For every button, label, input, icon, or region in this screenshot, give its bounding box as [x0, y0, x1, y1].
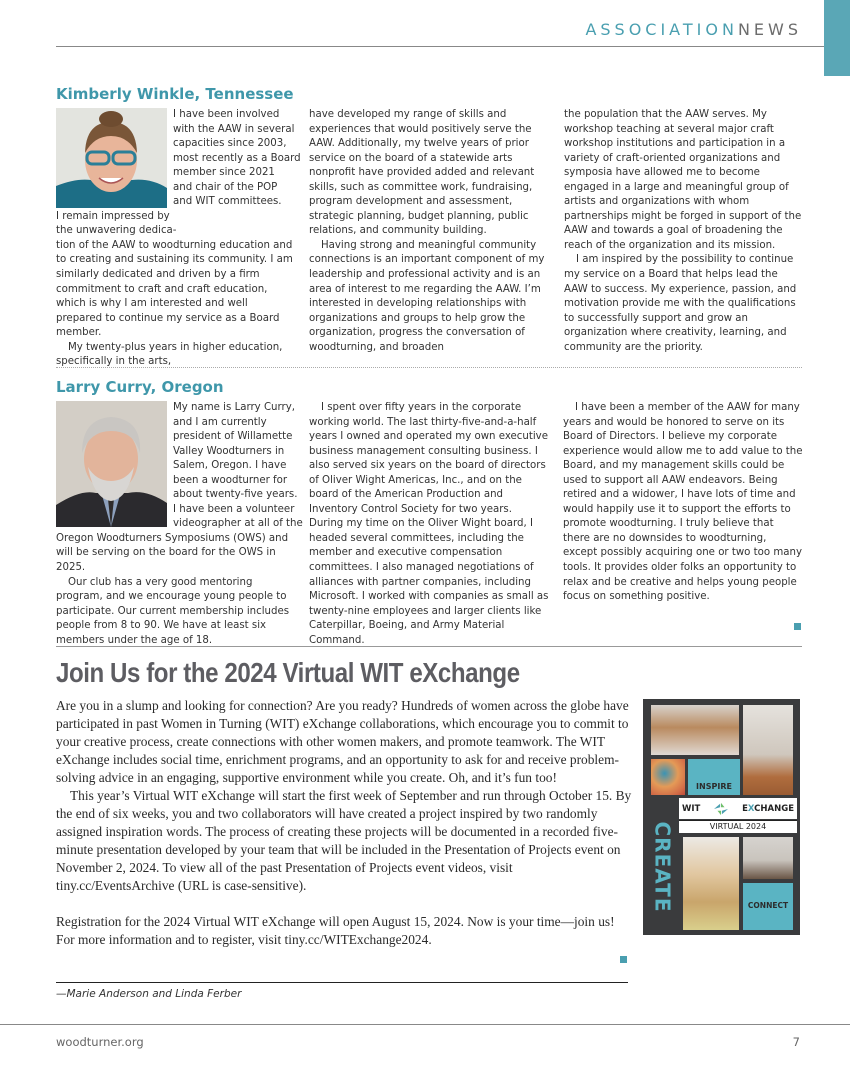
text-line: I remain impressed by [56, 210, 170, 222]
portrait-man-icon [56, 401, 167, 527]
poster-photo-colorful [651, 759, 685, 795]
end-of-article-mark [620, 956, 627, 963]
paragraph: tion of the AAW to woodturning education and to creating and sustaining its community. I am similarly dedicated and driven by a firm commitment to craft and craft education, which is why I am interested and well prepared to continue my service as a Board member. [56, 239, 293, 339]
header-divider [56, 46, 824, 47]
text-line: I have been a volunteer [173, 503, 295, 515]
kimberly-winkle-photo [56, 108, 167, 208]
paragraph: Having strong and meaningful community connections is an important component of my leadership and professional activity and is an area of interest to me regarding the AAW. I’m interested in developing relationships with organizations and groups to help grow the organization, progress the conversation of woodturning, and broaden [309, 239, 545, 353]
poster-photo-flower [743, 837, 793, 879]
text-line: videographer at all of the [173, 518, 303, 530]
larry-curry-photo [56, 401, 167, 527]
paragraph: have developed my range of skills and experiences that would positively serve the AAW. Additionally, my twelve years of prior service on the board of a statewide arts nonprofit have provided added and relevant skills, such as committee work, fundraising, program development and assessment, strategic planning, budget planning, public relations, and community building. [309, 109, 535, 237]
paragraph: I have been a member of the AAW for many years and would be honored to serve on its Board of Directors. I believe my corporate experience would allow me to add value to the Board, and my management skills could be used to support all AAW endeavors. Being retired and a widower, I have lots of time and would happily use it to support the efforts to promote woodturning. I truly believe that there are no downsides to woodturning, except possibly acquiring one or two too many tools. It provides older folks an opportunity to relax and be creative and helps young people focus on something positive. [563, 402, 803, 603]
byline-divider [56, 982, 628, 983]
end-of-section-mark [794, 623, 801, 630]
candidate-name-larry-curry: Larry Curry, Oregon [56, 378, 224, 396]
poster-photo-sculpture [743, 705, 793, 795]
candidate-2-column-2 [309, 401, 549, 648]
poster-create-vertical [649, 803, 675, 931]
candidate-1-column-2 [309, 108, 549, 355]
section-header-association: ASSOCIATION [585, 20, 738, 39]
text-line: been a woodturner for [173, 474, 288, 486]
text-line: most recently as a Board [173, 152, 301, 164]
text-line: the unwavering dedica- [56, 225, 177, 237]
paragraph: Our club has a very good mentoring program, and we encourage young people to participate. Our current membership includes people from 8 to 90. We have at least six members under the age of 18. [56, 576, 290, 646]
text-line: capacities since 2003, [173, 138, 287, 150]
candidate-2-column-3 [563, 401, 803, 605]
logo-letter: E [742, 803, 748, 814]
candidate-1-column-1 [56, 108, 301, 370]
paragraph: Registration for the 2024 Virtual WIT eXchange will open August 15, 2024. Now is your time—join us! For more information and to register, visit tiny.cc/WITExchange2024. [56, 914, 615, 947]
portrait-woman-icon [56, 108, 167, 208]
poster-connect-label: CONNECT [747, 901, 789, 910]
text-line: with the AAW in several [173, 123, 295, 135]
poster-create-label: CREATE [650, 821, 675, 913]
poster-logo-wit: WIT [682, 803, 701, 814]
text-line: member since 2021 [173, 167, 275, 179]
footer-divider [0, 1024, 850, 1025]
paragraph: Are you in a slump and looking for connection? Are you ready? Hundreds of women across the globe have participated in past Women in Turning (WIT) eXchange collaborations, which encourage you to commit to your creative process, create connections with other women makers, and promote teamwork. The WIT eXchange includes social time, enrichment programs, and an opportunity to ask for and receive problem-solving advice in an engaging, supportive environment while you create. Oh, and it’s fun too! [56, 698, 629, 785]
poster-photo-balls [683, 837, 739, 930]
paragraph: This year’s Virtual WIT eXchange will start the first week of September and run through October 15. By the end of six weeks, you and two collaborators will have created a project inspired by two randomly assigned inspiration words. The process of creating these projects will be documented in a recorded five-minute presentation developed by your team that will be included in the Presentation of Projects event on November 2, 2024. To view all of the past Presentation of Projects event videos, visit tiny.cc/EventsArchive (URL is case-sensitive). [56, 788, 632, 893]
section-header-news: NEWS [737, 20, 802, 39]
text-line: about twenty-five years. [173, 489, 298, 501]
poster-logo [679, 798, 797, 819]
text-line: I have been involved [173, 109, 280, 120]
article-byline: —Marie Anderson and Linda Ferber [56, 988, 242, 1000]
text-line: and WIT committees. [173, 196, 282, 208]
text-line: president of Willamette [173, 431, 293, 443]
paragraph: the population that the AAW serves. My workshop teaching at several major craft workshop institutions and participation in a variety of craft-oriented organizations and symposia have allowed me to become engaged in a large and meaningful group of artists and organizations with whom partnerships might be forged in support of the AAW and towards a goal of broadening the reach of the organization and its mission. [564, 109, 802, 251]
paragraph: Oregon Woodturners Symposiums (OWS) and will be serving on the board for the OWS in 2025. [56, 532, 289, 574]
wit-exchange-poster [643, 699, 800, 935]
poster-inspire-label: INSPIRE [696, 782, 732, 791]
paragraph: I spent over fifty years in the corporate working world. The last thirty-five-and-a-half years I owned and operated my own executive business management consulting business. I also served six years on the board of directors of Oliver Wight Americas, Inc., and on the board of the American Production and Inventory Control Society for two years. During my time on the Oliver Wight board, I headed several committees, including the member and executive compensation committees. I also managed negotiations of alliances with partner companies, including Microsoft. I worked with companies as small as twenty-nine employees and larger clients like Caterpillar, Boeing, and Army Material Command. [309, 402, 549, 646]
article-body [56, 697, 634, 949]
exchange-logo-icon [712, 802, 730, 816]
poster-photo-bowl [651, 705, 739, 755]
logo-letters: CHANGE [754, 803, 794, 814]
paragraph: My twenty-plus years in higher education, specifically in the arts, [56, 341, 283, 368]
header-color-tab [824, 0, 850, 76]
page-number: 7 [792, 1035, 800, 1049]
candidate-1-column-3 [564, 108, 804, 355]
paragraph: I am inspired by the possibility to continue my service on a Board that helps lead the AAW to success. My experience, passion, and motivation provide me with the qualifications to successfully support and grow an organization where creativity, learning, and community are the priority. [564, 254, 797, 353]
poster-subtitle: VIRTUAL 2024 [679, 820, 797, 833]
text-line: My name is Larry Curry, [173, 402, 295, 413]
text-line: Salem, Oregon. I have [173, 460, 287, 472]
poster-logo-exchange [742, 803, 794, 815]
candidate-name-kimberly-winkle: Kimberly Winkle, Tennessee [56, 85, 294, 103]
text-line: and chair of the POP [173, 181, 278, 193]
article-title: Join Us for the 2024 Virtual WIT eXchange [56, 657, 520, 688]
footer-website[interactable]: woodturner.org [56, 1035, 144, 1049]
section-header [585, 20, 802, 39]
logo-letter-x: X [747, 803, 755, 814]
candidate-2-column-1 [56, 401, 303, 648]
candidate-divider [56, 367, 802, 368]
section-divider [56, 646, 802, 647]
text-line: and I am currently [173, 416, 267, 428]
text-line: Valley Woodturners in [173, 445, 285, 457]
